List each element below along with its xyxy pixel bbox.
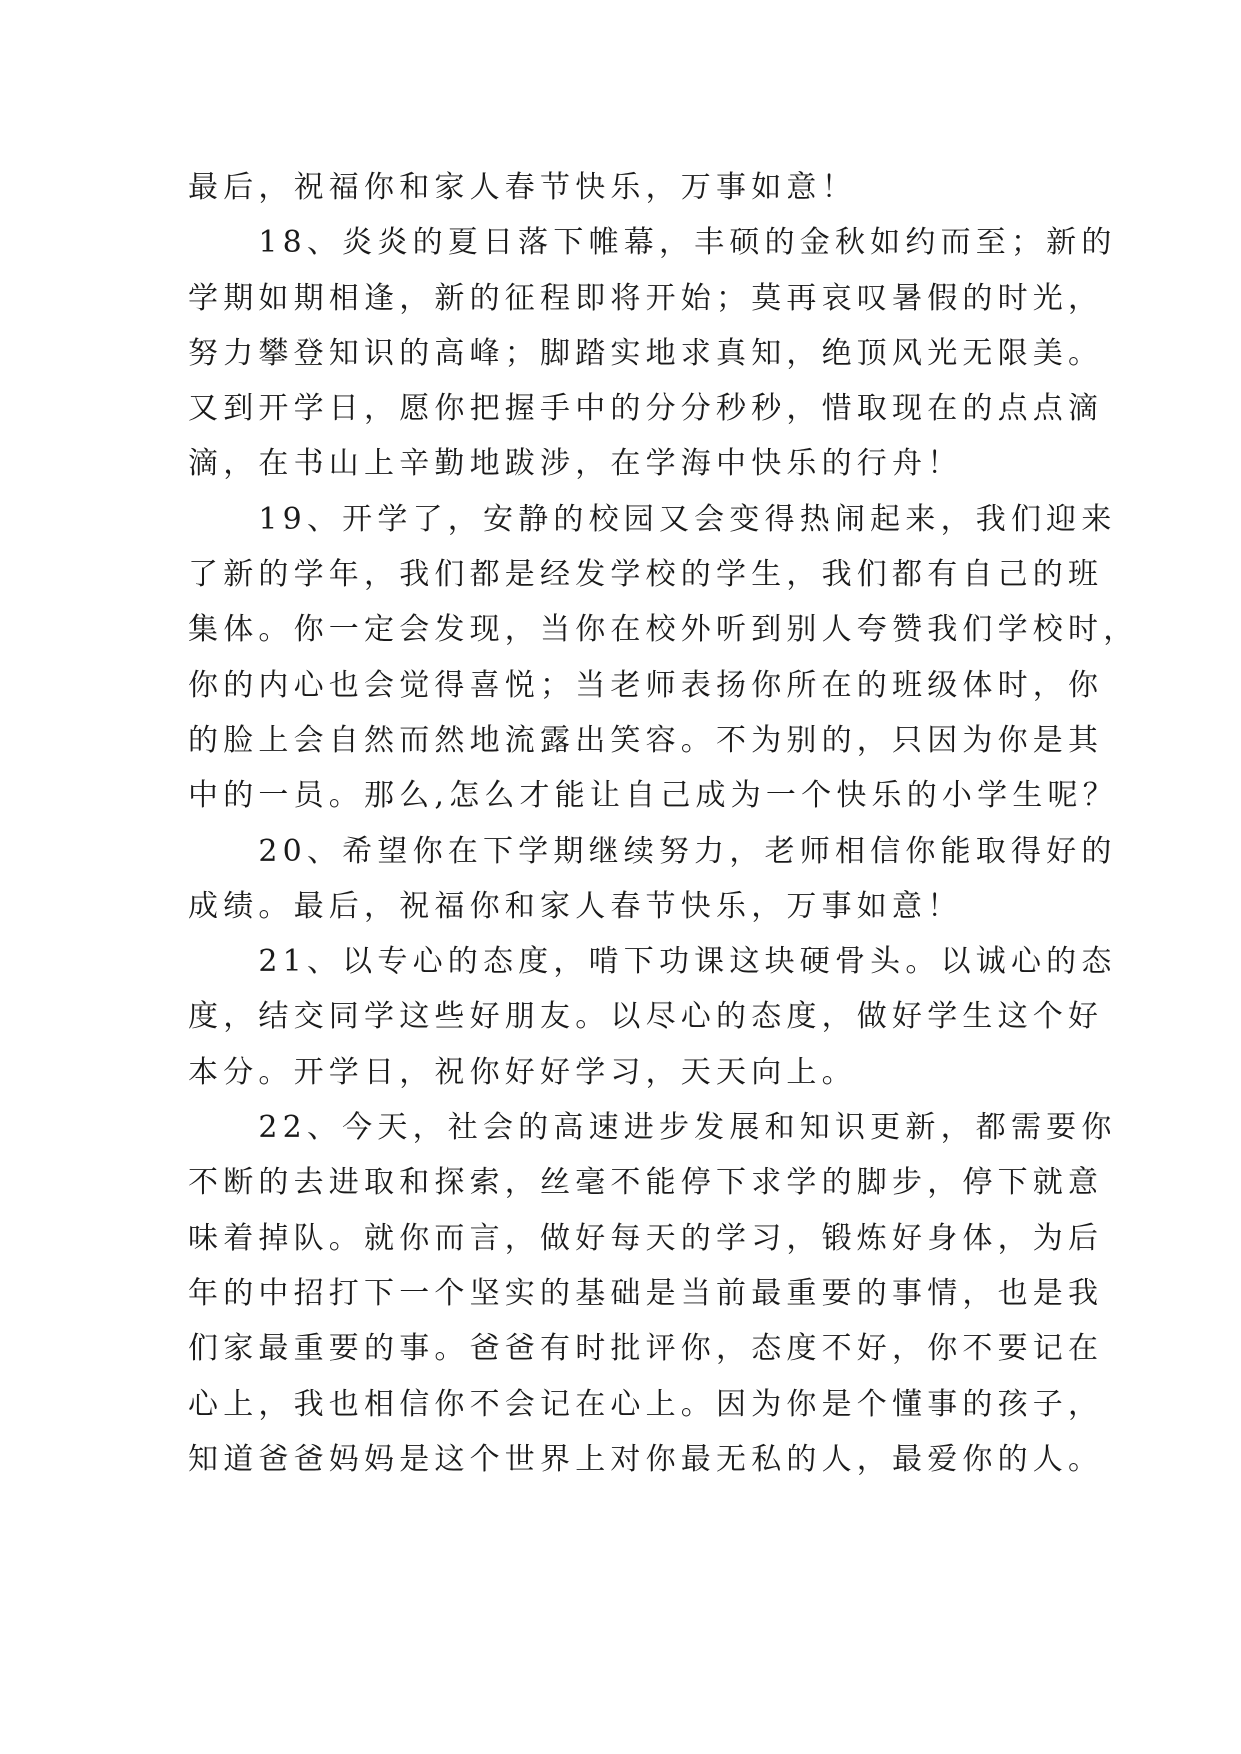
- text-line: 你的内心也会觉得喜悦；当老师表扬你所在的班级体时，你: [188, 667, 1104, 703]
- text-line: 味着掉队。就你而言，做好每天的学习，锻炼好身体，为后: [188, 1220, 1104, 1256]
- text-line: 努力攀登知识的高峰；脚踏实地求真知，绝顶风光无限美。: [188, 335, 1104, 371]
- text-line: 们家最重要的事。爸爸有时批评你，态度不好，你不要记在: [188, 1331, 1104, 1367]
- text-line: 21、以专心的态度，啃下功课这块硬骨头。以诚心的态: [188, 944, 1117, 980]
- text-line: 年的中招打下一个坚实的基础是当前最重要的事情，也是我: [188, 1275, 1104, 1311]
- text-line: 知道爸爸妈妈是这个世界上对你最无私的人，最爱你的人。: [188, 1441, 1104, 1477]
- text-line: 22、今天，社会的高速进步发展和知识更新，都需要你: [188, 1110, 1117, 1146]
- text-line: 了新的学年，我们都是经发学校的学生，我们都有自己的班: [188, 557, 1104, 593]
- document-body: [188, 160, 1139, 1487]
- text-line: 不断的去进取和探索，丝毫不能停下求学的脚步，停下就意: [188, 1165, 1104, 1201]
- text-line: 20、希望你在下学期继续努力，老师相信你能取得好的: [188, 833, 1117, 869]
- text-line: 滴，在书山上辛勤地跋涉，在学海中快乐的行舟！: [188, 446, 963, 482]
- text-line: 集体。你一定会发现，当你在校外听到别人夸赞我们学校时，: [188, 612, 1139, 648]
- text-line: 本分。开学日，祝你好好学习，天天向上。: [188, 1054, 857, 1090]
- text-line: 成绩。最后，祝福你和家人春节快乐，万事如意！: [188, 888, 963, 924]
- text-line: 中的一员。那么,怎么才能让自己成为一个快乐的小学生呢？: [188, 778, 1118, 814]
- text-line: 又到开学日，愿你把握手中的分分秒秒，惜取现在的点点滴: [188, 391, 1104, 427]
- text-line: 的脸上会自然而然地流露出笑容。不为别的，只因为你是其: [188, 722, 1104, 758]
- text-line: 最后，祝福你和家人春节快乐，万事如意！: [188, 170, 857, 205]
- text-line: 19、开学了，安静的校园又会变得热闹起来，我们迎来: [188, 501, 1117, 537]
- text-line: 度，结交同学这些好朋友。以尽心的态度，做好学生这个好: [188, 999, 1104, 1035]
- text-line: 18、炎炎的夏日落下帷幕，丰硕的金秋如约而至；新的: [188, 225, 1117, 261]
- text-line: 心上，我也相信你不会记在心上。因为你是个懂事的孩子，: [188, 1386, 1104, 1422]
- text-line: 学期如期相逢，新的征程即将开始；莫再哀叹暑假的时光，: [188, 280, 1104, 316]
